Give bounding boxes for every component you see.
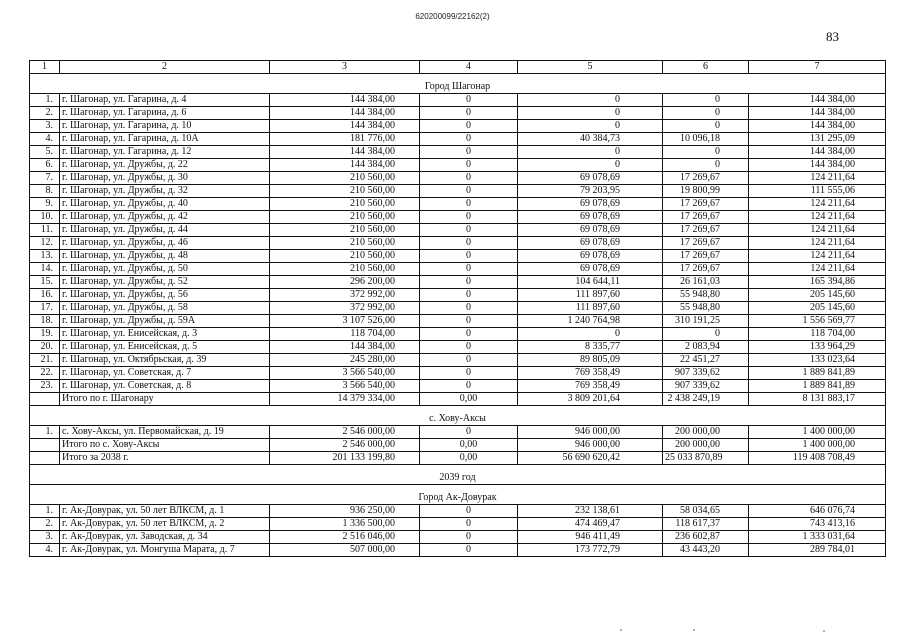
table-cell: 236 602,87 — [663, 531, 749, 544]
table-cell: 11. — [30, 224, 60, 237]
table-cell: 0 — [420, 120, 518, 133]
table-cell: 9. — [30, 198, 60, 211]
table-cell: 0 — [663, 159, 749, 172]
table-cell: 946 000,00 — [518, 426, 663, 439]
table-cell: г. Шагонар, ул. Гагарина, д. 6 — [60, 107, 270, 120]
table-cell: 131 295,09 — [749, 133, 886, 146]
table-cell: 43 443,20 — [663, 544, 749, 557]
table-cell: 144 384,00 — [749, 94, 886, 107]
table-cell: 0 — [518, 159, 663, 172]
table-cell: 0 — [420, 198, 518, 211]
table-row — [30, 237, 886, 250]
table-cell: 245 280,00 — [270, 354, 420, 367]
table-row — [30, 426, 886, 439]
table-cell: 4. — [30, 133, 60, 146]
table-cell: 296 200,00 — [270, 276, 420, 289]
table-row — [30, 380, 886, 393]
header-cell: 7 — [749, 61, 886, 74]
table-cell: 200 000,00 — [663, 426, 749, 439]
table-cell: 907 339,62 — [663, 367, 749, 380]
table-cell: 0 — [420, 315, 518, 328]
table-row — [30, 185, 886, 198]
table-cell: 8 131 883,17 — [749, 393, 886, 406]
table-cell: 173 772,79 — [518, 544, 663, 557]
table-cell: 0 — [663, 120, 749, 133]
table-cell: 79 203,95 — [518, 185, 663, 198]
table-cell: г. Шагонар, ул. Гагарина, д. 10А — [60, 133, 270, 146]
table-cell: 181 776,00 — [270, 133, 420, 146]
table-cell: 946 000,00 — [518, 439, 663, 452]
table-cell: 0 — [420, 224, 518, 237]
table-cell: 144 384,00 — [270, 94, 420, 107]
table-cell: 16. — [30, 289, 60, 302]
table-cell: г. Шагонар, ул. Енисейская, д. 3 — [60, 328, 270, 341]
table-cell: 119 408 708,49 — [749, 452, 886, 465]
table-row — [30, 94, 886, 107]
table-cell: 507 000,00 — [270, 544, 420, 557]
table-cell: 2 438 249,19 — [663, 393, 749, 406]
table-cell: г. Шагонар, ул. Дружбы, д. 52 — [60, 276, 270, 289]
table-cell: г. Ак-Довурак, ул. Монгуша Марата, д. 7 — [60, 544, 270, 557]
table-cell: 14. — [30, 263, 60, 276]
table-cell: 3 566 540,00 — [270, 367, 420, 380]
table-cell: 124 211,64 — [749, 224, 886, 237]
table-cell: 124 211,64 — [749, 250, 886, 263]
table-cell: 0 — [420, 276, 518, 289]
table-cell: 0 — [420, 94, 518, 107]
table-cell: 10 096,18 — [663, 133, 749, 146]
table-cell: 3 107 526,00 — [270, 315, 420, 328]
table-cell: 0,00 — [420, 452, 518, 465]
table-cell: 111 897,60 — [518, 302, 663, 315]
table-row — [30, 107, 886, 120]
table-row — [30, 146, 886, 159]
table-cell: 201 133 199,80 — [270, 452, 420, 465]
table-cell: 200 000,00 — [663, 439, 749, 452]
table-cell: 8 335,77 — [518, 341, 663, 354]
table-cell: 118 704,00 — [270, 328, 420, 341]
table-cell: 210 560,00 — [270, 185, 420, 198]
table-cell: 69 078,69 — [518, 211, 663, 224]
table-body — [30, 61, 886, 557]
table-cell: г. Ак-Довурак, ул. Заводская, д. 34 — [60, 531, 270, 544]
table-cell: 0 — [420, 354, 518, 367]
table-cell: 1. — [30, 94, 60, 107]
scan-speck — [620, 629, 622, 631]
table-cell: г. Шагонар, ул. Дружбы, д. 32 — [60, 185, 270, 198]
table-cell: 17 269,67 — [663, 250, 749, 263]
page-number: 83 — [826, 29, 839, 44]
table-cell: 0,00 — [420, 439, 518, 452]
table-cell: г. Шагонар, ул. Октябрьская, д. 39 — [60, 354, 270, 367]
table-cell: г. Шагонар, ул. Дружбы, д. 40 — [60, 198, 270, 211]
table-cell: 144 384,00 — [749, 159, 886, 172]
table-cell: 14 379 334,00 — [270, 393, 420, 406]
table-cell: 0 — [420, 289, 518, 302]
table-cell: 17 269,67 — [663, 172, 749, 185]
table-cell: 133 023,64 — [749, 354, 886, 367]
table-cell: 144 384,00 — [270, 159, 420, 172]
table-cell: 210 560,00 — [270, 263, 420, 276]
table-cell: 2 546 000,00 — [270, 426, 420, 439]
table-cell: 474 469,47 — [518, 518, 663, 531]
header-cell: 1 — [30, 61, 60, 74]
table-cell: 0 — [420, 544, 518, 557]
table-cell: 89 805,09 — [518, 354, 663, 367]
section-title-row — [30, 492, 886, 505]
table-cell: 0 — [663, 146, 749, 159]
header-cell: 3 — [270, 61, 420, 74]
table-cell: 0 — [420, 107, 518, 120]
spacer-cell — [30, 465, 886, 473]
table-cell: 69 078,69 — [518, 172, 663, 185]
table-cell: 0 — [663, 107, 749, 120]
table-cell: с. Хову-Аксы, ул. Первомайская, д. 19 — [60, 426, 270, 439]
total-row — [30, 439, 886, 452]
table-cell: 1 889 841,89 — [749, 380, 886, 393]
header-cell: 5 — [518, 61, 663, 74]
table-cell: 2 516 046,00 — [270, 531, 420, 544]
spacer-cell — [30, 485, 886, 493]
table-cell: 69 078,69 — [518, 263, 663, 276]
table-cell: 5. — [30, 146, 60, 159]
section-spacer — [30, 406, 886, 414]
table-cell: 12. — [30, 237, 60, 250]
table-cell: 13. — [30, 250, 60, 263]
table-cell: 58 034,65 — [663, 505, 749, 518]
table-row — [30, 302, 886, 315]
section-title-row — [30, 81, 886, 94]
table-cell: г. Шагонар, ул. Дружбы, д. 30 — [60, 172, 270, 185]
table-cell: 17. — [30, 302, 60, 315]
table-cell: 7. — [30, 172, 60, 185]
table-cell: г. Ак-Довурак, ул. 50 лет ВЛКСМ, д. 2 — [60, 518, 270, 531]
table-cell: г. Шагонар, ул. Дружбы, д. 44 — [60, 224, 270, 237]
table-cell: 124 211,64 — [749, 198, 886, 211]
table-cell: 0 — [420, 531, 518, 544]
table-cell: г. Шагонар, ул. Советская, д. 8 — [60, 380, 270, 393]
spacer-cell — [30, 406, 886, 414]
table-cell: 0 — [420, 133, 518, 146]
table-cell: 372 992,00 — [270, 289, 420, 302]
table-cell: г. Шагонар, ул. Дружбы, д. 58 — [60, 302, 270, 315]
table-cell: 769 358,49 — [518, 367, 663, 380]
table-cell: 22 451,27 — [663, 354, 749, 367]
table-cell: 0 — [420, 159, 518, 172]
table-row — [30, 328, 886, 341]
spacer-cell — [30, 74, 886, 82]
table-cell: 946 411,49 — [518, 531, 663, 544]
table-cell: г. Шагонар, ул. Дружбы, д. 42 — [60, 211, 270, 224]
table-cell: 17 269,67 — [663, 263, 749, 276]
column-number-header — [30, 61, 886, 74]
scan-speck — [693, 629, 695, 631]
section-title: 2039 год — [30, 472, 886, 485]
table-row — [30, 133, 886, 146]
table-cell: 19 800,99 — [663, 185, 749, 198]
table-cell: 111 897,60 — [518, 289, 663, 302]
table-cell: 1 400 000,00 — [749, 426, 886, 439]
table-cell: 310 191,25 — [663, 315, 749, 328]
table-cell: 0 — [420, 185, 518, 198]
table-row — [30, 367, 886, 380]
table-row — [30, 263, 886, 276]
section-spacer — [30, 485, 886, 493]
table-cell: 0,00 — [420, 393, 518, 406]
table-row — [30, 224, 886, 237]
table-cell: 3. — [30, 531, 60, 544]
table-cell: 1. — [30, 505, 60, 518]
table-cell: 1 889 841,89 — [749, 367, 886, 380]
table-cell: г. Шагонар, ул. Дружбы, д. 48 — [60, 250, 270, 263]
table-cell: 936 250,00 — [270, 505, 420, 518]
document-id: 620200099/22162(2) — [415, 12, 490, 21]
table-cell: 3. — [30, 120, 60, 133]
table-cell: 104 644,11 — [518, 276, 663, 289]
section-spacer — [30, 74, 886, 82]
table-row — [30, 250, 886, 263]
table-cell: 124 211,64 — [749, 211, 886, 224]
table-cell: Итого по г. Шагонару — [60, 393, 270, 406]
table-cell: 26 161,03 — [663, 276, 749, 289]
table-cell: 2. — [30, 518, 60, 531]
table-cell: 55 948,80 — [663, 289, 749, 302]
scan-speck — [823, 630, 825, 632]
table-cell: 144 384,00 — [270, 146, 420, 159]
table-cell: 25 033 870,89 — [663, 452, 749, 465]
table-cell: 210 560,00 — [270, 211, 420, 224]
table-row — [30, 341, 886, 354]
table-cell: 10. — [30, 211, 60, 224]
table-row — [30, 518, 886, 531]
table-cell: 743 413,16 — [749, 518, 886, 531]
table-cell: 17 269,67 — [663, 211, 749, 224]
table-cell: 0 — [420, 380, 518, 393]
table-cell: г. Шагонар, ул. Гагарина, д. 10 — [60, 120, 270, 133]
table-cell: 2 083,94 — [663, 341, 749, 354]
table-cell: г. Ак-Довурак, ул. 50 лет ВЛКСМ, д. 1 — [60, 505, 270, 518]
table-cell: 144 384,00 — [749, 107, 886, 120]
table-cell: 21. — [30, 354, 60, 367]
table-cell: 15. — [30, 276, 60, 289]
table-row — [30, 289, 886, 302]
header-cell: 2 — [60, 61, 270, 74]
table-cell: 0 — [420, 302, 518, 315]
table-cell: 210 560,00 — [270, 198, 420, 211]
table-cell: 0 — [420, 146, 518, 159]
table-cell: 0 — [663, 94, 749, 107]
table-cell: г. Шагонар, ул. Гагарина, д. 12 — [60, 146, 270, 159]
table-cell: 0 — [420, 172, 518, 185]
table-cell: 205 145,60 — [749, 302, 886, 315]
table-row — [30, 354, 886, 367]
table-cell: 165 394,86 — [749, 276, 886, 289]
table-cell: 8. — [30, 185, 60, 198]
table-cell: 0 — [663, 328, 749, 341]
table-cell — [30, 452, 60, 465]
table-cell: 1 240 764,98 — [518, 315, 663, 328]
table-cell: Итого за 2038 г. — [60, 452, 270, 465]
table-cell: 1 400 000,00 — [749, 439, 886, 452]
table-cell: 69 078,69 — [518, 237, 663, 250]
header-cell: 6 — [663, 61, 749, 74]
table-cell: 17 269,67 — [663, 198, 749, 211]
table-cell: 6. — [30, 159, 60, 172]
section-title-row — [30, 413, 886, 426]
header-cell: 4 — [420, 61, 518, 74]
table-cell — [30, 393, 60, 406]
table-cell: 0 — [420, 341, 518, 354]
table-cell: 646 076,74 — [749, 505, 886, 518]
table-row — [30, 172, 886, 185]
section-title: с. Хову-Аксы — [30, 413, 886, 426]
table-cell: 205 145,60 — [749, 289, 886, 302]
total-row — [30, 393, 886, 406]
table-cell: г. Шагонар, ул. Дружбы, д. 50 — [60, 263, 270, 276]
section-title: Город Шагонар — [30, 81, 886, 94]
table-cell: 0 — [518, 107, 663, 120]
table-cell: 17 269,67 — [663, 237, 749, 250]
table-cell: 4. — [30, 544, 60, 557]
table-cell: 144 384,00 — [270, 107, 420, 120]
table-cell: 133 964,29 — [749, 341, 886, 354]
table-cell: 69 078,69 — [518, 250, 663, 263]
table-cell: 0 — [518, 120, 663, 133]
table-cell: 69 078,69 — [518, 198, 663, 211]
table-cell: 232 138,61 — [518, 505, 663, 518]
table-cell: 40 384,73 — [518, 133, 663, 146]
table-cell: 210 560,00 — [270, 224, 420, 237]
table-cell: 55 948,80 — [663, 302, 749, 315]
table-cell: 210 560,00 — [270, 250, 420, 263]
table-cell: 0 — [420, 505, 518, 518]
table-cell: 2. — [30, 107, 60, 120]
table-cell: г. Шагонар, ул. Советская, д. 7 — [60, 367, 270, 380]
table-cell: 144 384,00 — [749, 120, 886, 133]
section-title-row — [30, 472, 886, 485]
table-row — [30, 531, 886, 544]
table-row — [30, 315, 886, 328]
table-cell: 144 384,00 — [270, 341, 420, 354]
table-row — [30, 120, 886, 133]
table-cell: 56 690 620,42 — [518, 452, 663, 465]
table-cell: 0 — [420, 263, 518, 276]
table-row — [30, 544, 886, 557]
table-cell: 1 556 569,77 — [749, 315, 886, 328]
table-cell: 111 555,06 — [749, 185, 886, 198]
table-row — [30, 211, 886, 224]
table-cell: 0 — [420, 367, 518, 380]
table-cell: 118 617,37 — [663, 518, 749, 531]
table-cell: Итого по с. Хову-Аксы — [60, 439, 270, 452]
table-row — [30, 159, 886, 172]
table-cell: г. Шагонар, ул. Енисейская, д. 5 — [60, 341, 270, 354]
table-row — [30, 198, 886, 211]
table-cell: 1 336 500,00 — [270, 518, 420, 531]
table-cell: 124 211,64 — [749, 237, 886, 250]
table-cell: 22. — [30, 367, 60, 380]
table-cell: 0 — [420, 328, 518, 341]
table-cell: г. Шагонар, ул. Дружбы, д. 46 — [60, 237, 270, 250]
table-cell: 18. — [30, 315, 60, 328]
table-cell: 0 — [420, 237, 518, 250]
table-cell: 1 333 031,64 — [749, 531, 886, 544]
table-cell: 69 078,69 — [518, 224, 663, 237]
table-cell: 0 — [518, 328, 663, 341]
table-cell: 769 358,49 — [518, 380, 663, 393]
table-cell: 118 704,00 — [749, 328, 886, 341]
table-cell: 20. — [30, 341, 60, 354]
table-cell: 0 — [518, 94, 663, 107]
table-cell: 1. — [30, 426, 60, 439]
section-title: Город Ак-Довурак — [30, 492, 886, 505]
table-cell: 2 546 000,00 — [270, 439, 420, 452]
table-row — [30, 505, 886, 518]
table-cell: 144 384,00 — [749, 146, 886, 159]
table-cell: 0 — [518, 146, 663, 159]
table-cell: 907 339,62 — [663, 380, 749, 393]
table-cell: 3 566 540,00 — [270, 380, 420, 393]
table-cell: г. Шагонар, ул. Гагарина, д. 4 — [60, 94, 270, 107]
budget-table — [29, 60, 886, 557]
table-cell: 124 211,64 — [749, 263, 886, 276]
table-cell: 210 560,00 — [270, 237, 420, 250]
table-cell: 144 384,00 — [270, 120, 420, 133]
table-cell: г. Шагонар, ул. Дружбы, д. 56 — [60, 289, 270, 302]
table-cell: 210 560,00 — [270, 172, 420, 185]
table-cell: 0 — [420, 426, 518, 439]
table-cell: 124 211,64 — [749, 172, 886, 185]
table-cell: 3 809 201,64 — [518, 393, 663, 406]
table-cell: 0 — [420, 250, 518, 263]
table-cell: 19. — [30, 328, 60, 341]
table-cell — [30, 439, 60, 452]
table-cell: 23. — [30, 380, 60, 393]
total-row — [30, 452, 886, 465]
table-cell: 0 — [420, 211, 518, 224]
section-spacer — [30, 465, 886, 473]
table-cell: г. Шагонар, ул. Дружбы, д. 59А — [60, 315, 270, 328]
table-cell: г. Шагонар, ул. Дружбы, д. 22 — [60, 159, 270, 172]
table-cell: 17 269,67 — [663, 224, 749, 237]
table-row — [30, 276, 886, 289]
table-cell: 0 — [420, 518, 518, 531]
table-cell: 289 784,01 — [749, 544, 886, 557]
table-cell: 372 992,00 — [270, 302, 420, 315]
